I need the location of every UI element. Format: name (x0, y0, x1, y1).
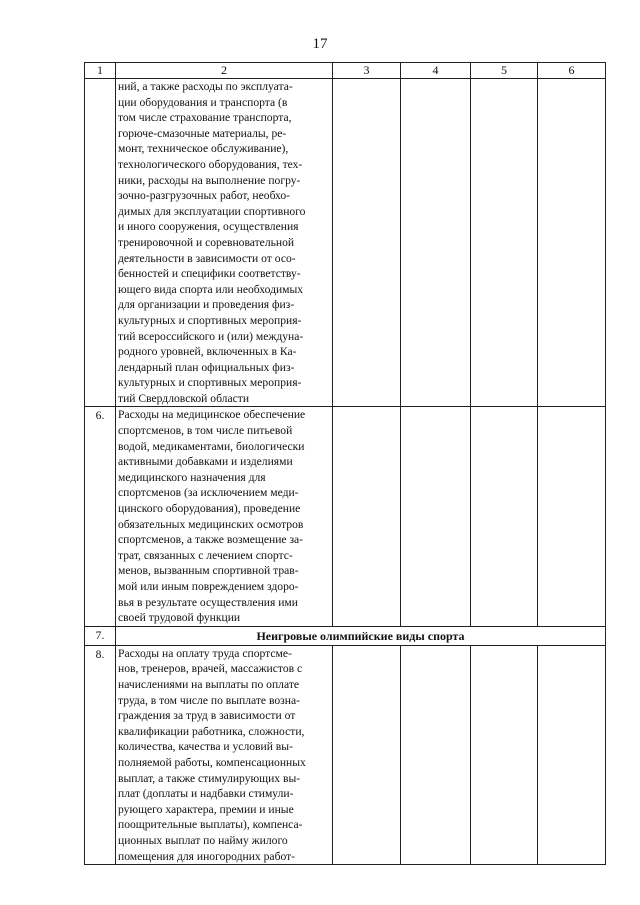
description-line: лендарный план официальных физ- (118, 360, 295, 374)
column-header: 1 (85, 63, 116, 79)
description-line: граждения за труд в зависимости от (118, 709, 296, 723)
empty-cell (471, 79, 538, 407)
empty-cell (333, 79, 401, 407)
description-line: горюче-смазочные материалы, ре- (118, 126, 287, 140)
description-line: водой, медикаментами, биологически (118, 439, 305, 453)
empty-cell (471, 645, 538, 864)
description-line: Расходы на оплату труда спортсме- (118, 646, 292, 660)
row-description (116, 645, 333, 864)
description-line: нов, тренеров, врачей, массажистов с (118, 662, 303, 676)
row-number (85, 79, 116, 407)
table-row (85, 645, 606, 864)
description-line: бенностей и специфики соответству- (118, 267, 301, 281)
column-header: 3 (333, 63, 401, 79)
description-line: технологического оборудования, тех- (118, 157, 303, 171)
description-line: димых для эксплуатации спортивного (118, 204, 306, 218)
row-description (116, 407, 333, 626)
description-line: ции оборудования и транспорта (в (118, 95, 288, 109)
description-line: ющего вида спорта или необходимых (118, 282, 304, 296)
description-line: ний, а также расходы по эксплуата- (118, 80, 293, 93)
section-title: Неигровые олимпийские виды спорта (116, 626, 606, 645)
row-description (116, 79, 333, 407)
table-header-row (85, 63, 606, 79)
description-line: деятельности в зависимости от осо- (118, 251, 296, 265)
column-header: 4 (401, 63, 471, 79)
description-line: спортсменов (за исключением меди- (118, 486, 299, 500)
description-line: менов, вызванным спортивной трав- (118, 564, 299, 578)
description-line: количества, качества и условий вы- (118, 740, 293, 754)
description-line: выплат, а также стимулирующих вы- (118, 771, 301, 785)
empty-cell (333, 645, 401, 864)
description-line: медицинского назначения для (118, 470, 266, 484)
description-line: монт, техническое обслуживание), (118, 142, 289, 156)
description-line: для организации и проведения физ- (118, 298, 295, 312)
column-header: 5 (471, 63, 538, 79)
empty-cell (471, 407, 538, 626)
description-line: плат (доплаты и надбавки стимули- (118, 787, 294, 801)
description-line: родного уровней, включенных в Ка- (118, 345, 297, 359)
empty-cell (333, 407, 401, 626)
description-line: обязательных медицинских осмотров (118, 517, 304, 531)
empty-cell (538, 79, 606, 407)
row-number: 7. (85, 626, 116, 645)
description-line: тренировочной и соревновательной (118, 235, 295, 249)
description-line: ники, расходы на выполнение погру- (118, 173, 301, 187)
empty-cell (538, 407, 606, 626)
description-line: поощрительные выплаты), компенса- (118, 818, 303, 832)
description-line: зочно-разгрузочных работ, необхо- (118, 189, 291, 203)
description-line: вья в результате осуществления ими (118, 595, 298, 609)
description-line: тий Свердловской области (118, 391, 250, 405)
description-line: Расходы на медицинское обеспечение (118, 408, 306, 422)
description-line: квалификации работника, сложности, (118, 724, 305, 738)
description-line: мой или иным повреждением здоро- (118, 580, 299, 593)
description-line: цинского оборудования), проведение (118, 502, 301, 516)
empty-cell (538, 645, 606, 864)
description-line: трат, связанных с лечением спортс- (118, 548, 293, 562)
page-number: 17 (312, 36, 328, 52)
table-row (85, 407, 606, 626)
column-header: 2 (116, 63, 333, 79)
description-line: полняемой работы, компенсационных (118, 755, 306, 769)
description-line: спортсменов, в том числе питьевой (118, 424, 293, 438)
table-row (85, 79, 606, 407)
row-number: 6. (85, 407, 116, 626)
description-line: своей трудовой функции (118, 611, 241, 625)
description-line: культурных и спортивных мероприя- (118, 376, 302, 390)
column-header: 6 (538, 63, 606, 79)
empty-cell (401, 79, 471, 407)
expenses-table (84, 62, 606, 865)
description-line: ционных выплат по найму жилого (118, 833, 288, 847)
description-line: активными добавками и изделиями (118, 455, 293, 469)
description-line: труда, в том числе по выплате возна- (118, 693, 300, 707)
description-line: культурных и спортивных мероприя- (118, 313, 302, 327)
description-line: начислениями на выплаты по оплате (118, 677, 300, 691)
empty-cell (401, 407, 471, 626)
description-line: том числе страхование транспорта, (118, 111, 292, 125)
description-line: спортсменов, а также возмещение за- (118, 533, 304, 547)
empty-cell (401, 645, 471, 864)
row-number: 8. (85, 645, 116, 864)
description-line: помещения для иногородних работ- (118, 849, 296, 863)
description-line: и иного сооружения, осуществления (118, 220, 299, 234)
section-row (85, 626, 606, 645)
description-line: рующего характера, премии и иные (118, 802, 294, 816)
description-line: тий всероссийского и (или) междуна- (118, 329, 304, 343)
